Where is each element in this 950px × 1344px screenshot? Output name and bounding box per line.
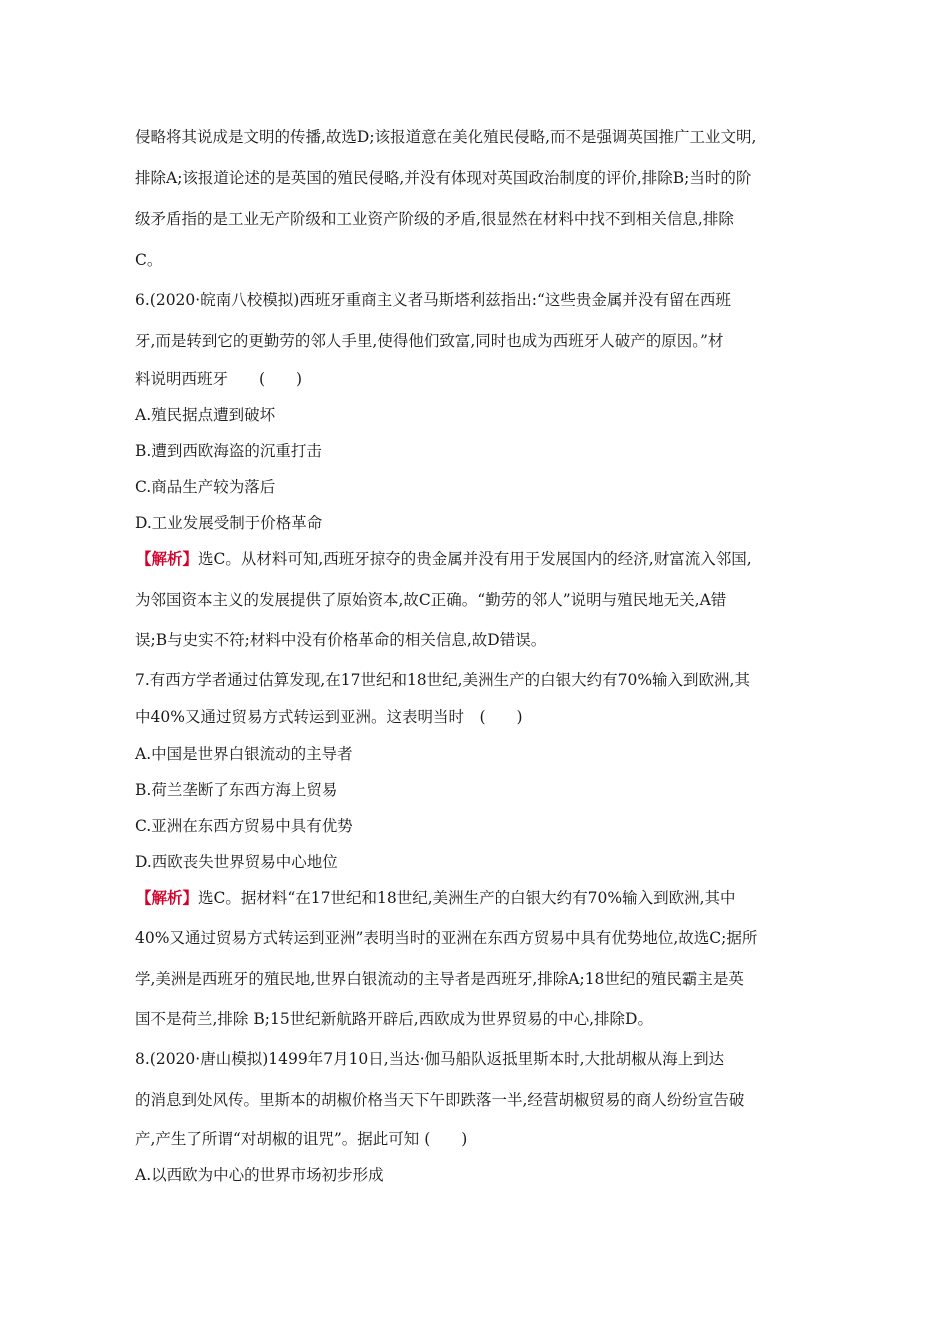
text-line: 级矛盾指的是工业无产阶级和工业资产阶级的矛盾,很显然在材料中找不到相关信息,排除 [135, 210, 734, 228]
analysis-line: 误;B与史实不符;材料中没有价格革命的相关信息,故D错误。 [135, 631, 547, 649]
question-8-stem: 的消息到处风传。里斯本的胡椒价格当天下午即跌落一半,经营胡椒贸易的商人纷纷宣告破 [135, 1091, 745, 1109]
question-7-option-b: B.荷兰垄断了东西方海上贸易 [135, 781, 338, 799]
question-7-stem: 中40%又通过贸易方式转运到亚洲。这表明当时 ( ) [135, 708, 523, 726]
question-6-stem: 料说明西班牙 ( ) [135, 370, 303, 388]
text-line: C。 [135, 251, 163, 269]
question-6-option-a: A.殖民据点遭到破坏 [135, 406, 276, 424]
analysis-line: 国不是荷兰,排除 B;15世纪新航路开辟后,西欧成为世界贸易的中心,排除D。 [135, 1010, 653, 1028]
question-6-option-c: C.商品生产较为落后 [135, 478, 276, 496]
analysis-line [136, 549, 752, 569]
analysis-text: 选C。从材料可知,西班牙掠夺的贵金属并没有用于发展国内的经济,财富流入邻国, [198, 550, 752, 568]
question-7-stem: 7.有西方学者通过估算发现,在17世纪和18世纪,美洲生产的白银大约有70%输入到欧洲,其 [135, 671, 750, 689]
analysis-line: 40%又通过贸易方式转运到亚洲”表明当时的亚洲在东西方贸易中具有优势地位,故选C;据所 [135, 929, 758, 947]
text-line: 排除A;该报道论述的是英国的殖民侵略,并没有体现对英国政治制度的评价,排除B;当时的阶 [135, 169, 752, 187]
question-8-stem: 产,产生了所谓“对胡椒的诅咒”。据此可知 ( ) [135, 1130, 468, 1148]
question-6-option-d: D.工业发展受制于价格革命 [135, 514, 323, 532]
question-8-stem: 8.(2020·唐山模拟)1499年7月10日,当达·伽马船队返抵里斯本时,大批胡椒从海上到达 [135, 1050, 725, 1068]
analysis-tag: 【解析】 [136, 549, 199, 568]
analysis-line [136, 888, 736, 908]
question-8-option-a: A.以西欧为中心的世界市场初步形成 [135, 1166, 384, 1184]
analysis-line: 为邻国资本主义的发展提供了原始资本,故C正确。“勤劳的邻人”说明与殖民地无关,A错 [135, 591, 727, 609]
analysis-line: 学,美洲是西班牙的殖民地,世界白银流动的主导者是西班牙,排除A;18世纪的殖民霸主是英 [135, 970, 744, 988]
question-6-option-b: B.遭到西欧海盗的沉重打击 [135, 442, 322, 460]
text-line: 侵略将其说成是文明的传播,故选D;该报道意在美化殖民侵略,而不是强调英国推广工业文明, [135, 128, 757, 146]
question-6-stem: 牙,而是转到它的更勤劳的邻人手里,使得他们致富,同时也成为西班牙人破产的原因。”材 [135, 332, 724, 350]
analysis-text: 选C。据材料“在17世纪和18世纪,美洲生产的白银大约有70%输入到欧洲,其中 [198, 889, 736, 907]
question-7-option-d: D.西欧丧失世界贸易中心地位 [135, 853, 338, 871]
analysis-tag: 【解析】 [136, 888, 199, 907]
question-7-option-a: A.中国是世界白银流动的主导者 [135, 745, 353, 763]
question-7-option-c: C.亚洲在东西方贸易中具有优势 [135, 817, 353, 835]
question-6-stem: 6.(2020·皖南八校模拟)西班牙重商主义者马斯塔利兹指出:“这些贵金属并没有留在西班 [135, 291, 731, 309]
